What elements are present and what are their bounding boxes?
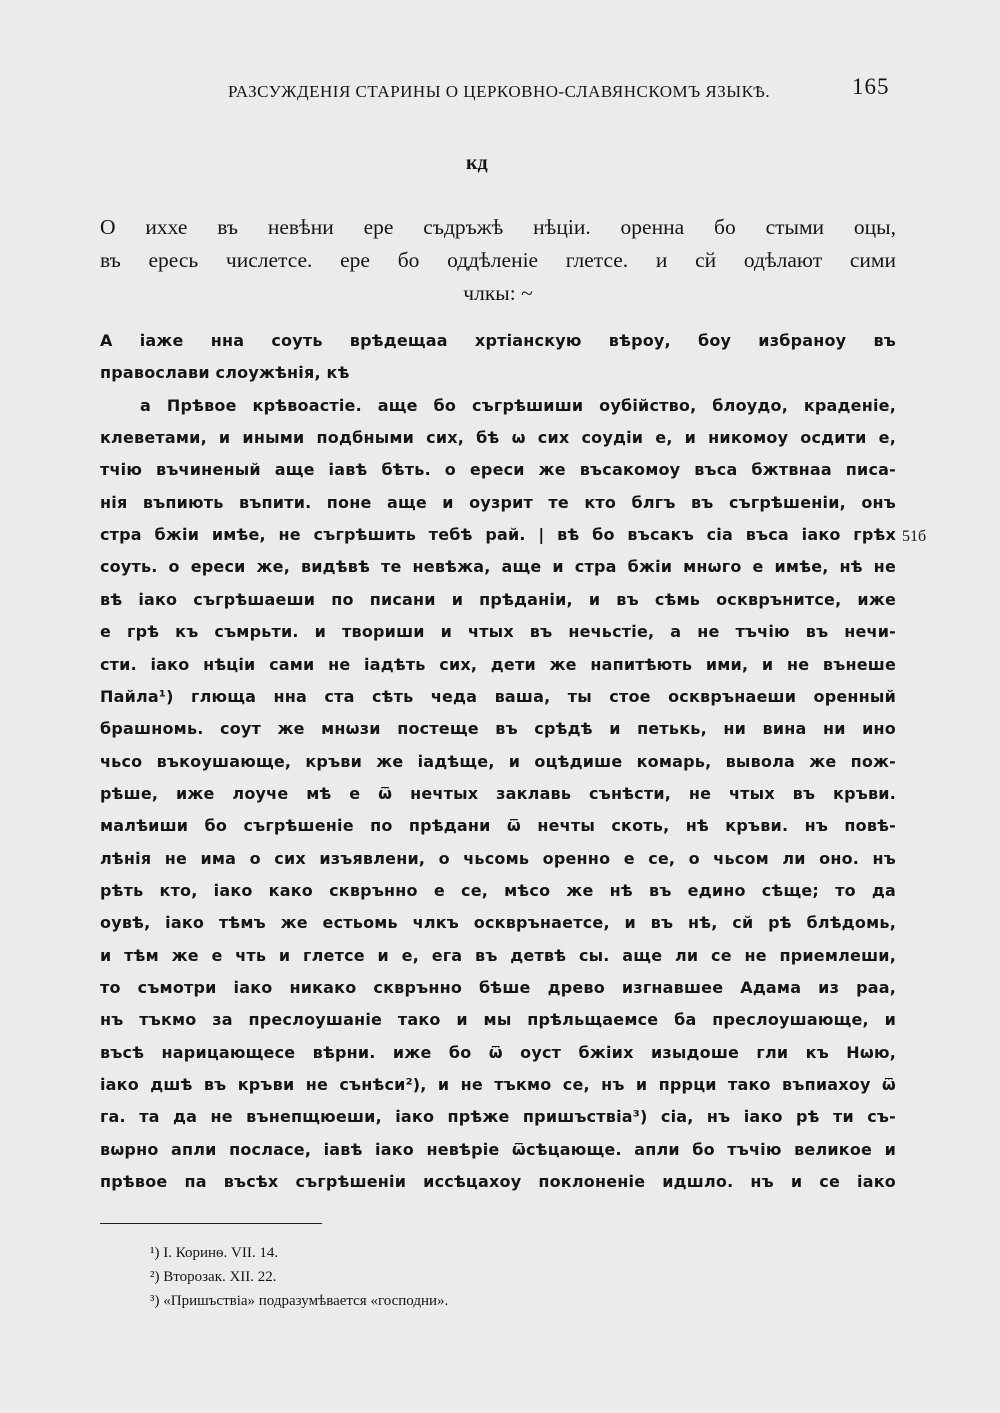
- body-line: сти. іако нѣціи сами не іадѣть сих, дети же напитѣють ими, и не вънеше: [100, 654, 896, 674]
- intro-line: члкы: ~: [463, 281, 533, 305]
- footnote: ²) Второзак. XII. 22.: [150, 1269, 277, 1285]
- footnote-divider: [100, 1223, 322, 1224]
- footnote: ³) «Пришъствіа» подразумѣвается «господни».: [150, 1293, 449, 1309]
- body-line: чьсо въкоушающе, кръви же іадѣще, и оцѣдише комарь, вывола же пож-: [100, 751, 896, 771]
- body-line: Пайла¹) глюща нна ста сѣть чеда ваша, ты стое оскврънаеши оренный: [100, 686, 896, 706]
- body-line: вѣ іако съгрѣшаеши по писани и прѣданіи, и въ сѣмь оскврънитсе, иже: [100, 589, 896, 609]
- body-line: стра бжіи имѣе, не съгрѣшить тебѣ рай. | вѣ бо въсакъ сіа въса іако грѣх: [100, 525, 896, 545]
- body-line: прѣвое па въсѣх съгрѣшеніи иссѣцахоу поклоненіе идшло. нъ и се іако: [100, 1172, 896, 1192]
- page-number: 165: [852, 74, 890, 99]
- intro-line: О иххе въ невѣни ере съдръжѣ нѣціи. оренна бо стыми оцы,: [100, 215, 896, 239]
- body-line: а Прѣвое крѣвоастіе. аще бо съгрѣшиши оубійство, блоудо, краденіе,: [140, 395, 896, 415]
- body-line: оувѣ, іако тѣмъ же естьомь члкъ оскврънаетсе, и въ нѣ, сй рѣ блѣдомь,: [100, 913, 896, 933]
- intro-line: въ ересь числетсе. ере бо оддѣленіе глетсе. и сй одѣлают сими: [100, 248, 896, 272]
- footnote: ¹) І. Коринѳ. VII. 14.: [150, 1245, 279, 1261]
- body-line: вѡрно апли посласе, іавѣ іако невѣріе ѿсѣцающе. апли бо тъчію великое и: [100, 1139, 896, 1159]
- section-number: кд: [466, 152, 488, 174]
- body-line: рѣть кто, іако како скврънно е се, мѣсо же нѣ въ едино сѣще; то да: [100, 880, 896, 900]
- body-line: клеветами, и иными подбными сих, бѣ ѡ сих соудіи е, и никомоу осдити е,: [100, 428, 896, 448]
- body-line: соуть. о ереси же, видѣвѣ те невѣжа, аще и стра бжіи мнѡго е имѣе, нѣ не: [100, 557, 896, 577]
- running-title: РАЗСУЖДЕНІЯ СТАРИНЫ О ЦЕРКОВНО-СЛАВЯНСКОМЪ ЯЗЫКѢ.: [228, 82, 771, 101]
- body-line: лѣнія не има о сих изъявлени, о чьсомь оренно е се, о чьсом ли оно. нъ: [100, 848, 896, 868]
- body-line: нъ тъкмо за преслоушаніе тако и мы прѣльщаемсе ба преслоушающе, и: [100, 1010, 896, 1030]
- body-line: е грѣ къ съмрьти. и твориши и чтых въ нечьстіе, а не тъчію въ нечи-: [100, 622, 896, 642]
- body-line: въсѣ нарицающесе вѣрни. иже бо ѿ оуст бжіих изыдоше гли къ Нѡю,: [100, 1042, 896, 1062]
- margin-folio-note: 51б: [902, 528, 927, 545]
- body-line: га. та да не вънепщюеши, іако прѣже пришъствіа³) сіа, нъ іако рѣ ти съ-: [100, 1107, 896, 1127]
- footnotes: [150, 1241, 448, 1313]
- body-line: іако дшѣ въ кръви не сънѣси²), и не тъкмо се, нъ и пррци тако въпиахоу ѿ: [100, 1075, 896, 1095]
- body-line: и тѣм же е чть и глетсе и е, ега въ детвѣ сы. аще ли се не приемлеши,: [100, 945, 896, 965]
- body-line: то съмотри іако никако скврънно бѣше древо изгнавшее Адама из раа,: [100, 978, 896, 997]
- body-line: А іаже нна соуть врѣдещаа хртіанскую вѣроу, боу избраноу въ: [100, 331, 896, 350]
- body-line: рѣше, иже лоуче мѣ е ѿ нечтых заклавь сънѣсти, не чтых въ кръви.: [100, 783, 896, 803]
- body-line: брашномь. соут же мнѡзи постеще въ срѣдѣ и петькь, ни вина ни ино: [100, 719, 896, 739]
- body-line: тчію въчиненый аще іавѣ бѣть. о ереси же въсакомоу въса бжтвнаа писа-: [100, 460, 896, 480]
- body-line: православи слоужѣнія, кѣ: [100, 363, 350, 383]
- body-line: малѣиши бо съгрѣшеніе по прѣдани ѿ нечты скоть, нѣ кръви. нъ повѣ-: [100, 816, 896, 836]
- body-line: нія въпиють въпити. поне аще и оузрит те кто блгъ въ съгрѣшеніи, онъ: [100, 492, 896, 512]
